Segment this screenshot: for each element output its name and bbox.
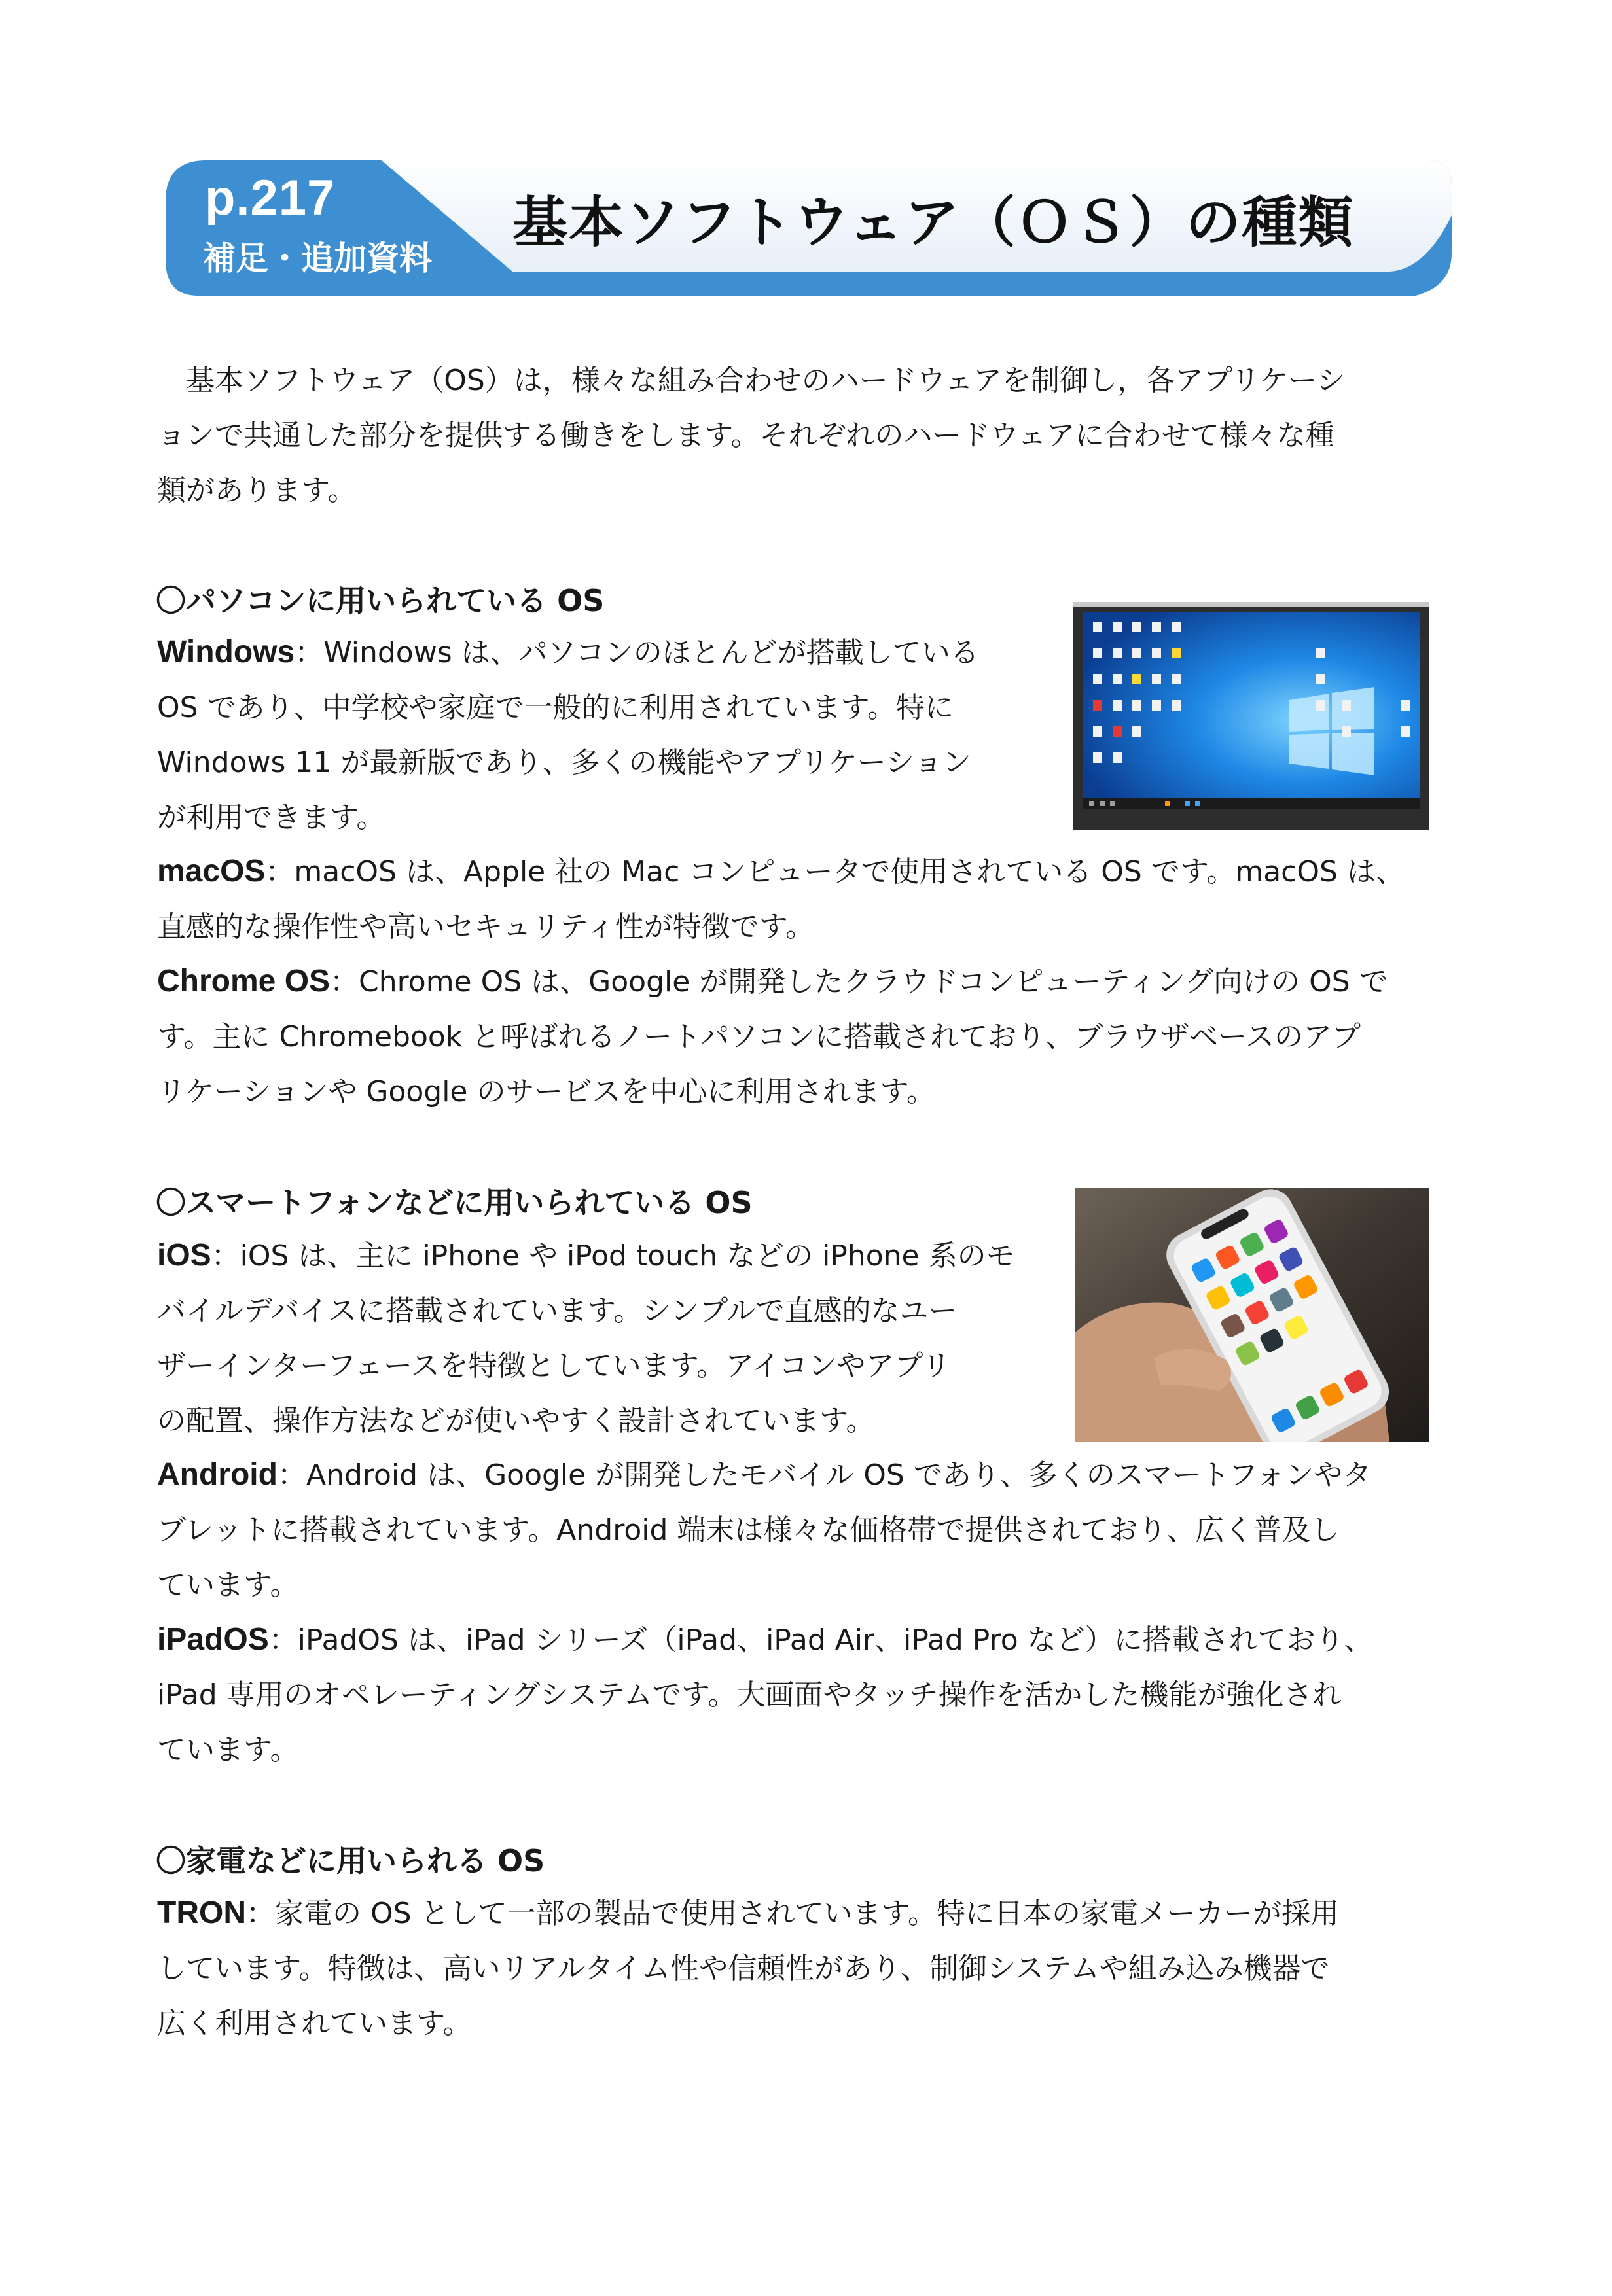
intro-line: 基本ソフトウェア（OS）は，様々な組み合わせのハードウェアを制御し，各アプリケーシ bbox=[186, 364, 1346, 397]
section-heading-appliance: 〇家電などに用いられる OS bbox=[156, 1843, 545, 1879]
page-number: p.217 bbox=[205, 170, 336, 226]
windows-desktop-photo bbox=[1073, 602, 1429, 830]
entry-ios: iOS：iOS は、主に iPhone や iPod touch などの iPhone 系のモ バイルデバイスに搭載されています。シンプルで直感的なユー ザーインターフェースを特徴としています。アイコンやアプリ の配置、操作方法などが使いやすく設計されています。 bbox=[157, 1238, 1015, 1438]
entry-tron: TRON：家電の OS として一部の製品で使用されています。特に日本の家電メーカーが採用 しています。特徴は、高いリアルタイム性や信頼性があり、制御システムや組み込み機器で 広く利用されています。 bbox=[157, 1896, 1340, 2040]
intro-line: ョンで共通した部分を提供する働きをします。それぞれのハードウェアに合わせて様々な種 bbox=[157, 419, 1334, 452]
entry-android: Android：Android は、Google が開発したモバイル OS であり、多くのスマートフォンやタ ブレットに搭載されています。Android 端末は様々な価格帯で提供されており、広く普及し ています。 bbox=[157, 1457, 1372, 1602]
term-ios: iOS bbox=[157, 1238, 211, 1273]
iphone-photo bbox=[1075, 1188, 1429, 1442]
entry-windows: Windows：Windows は、パソコンのほとんどが搭載している OS であり、中学校や家庭で一般的に利用されています。特に Windows 11 が最新版であり、多くの機能やアプリケーション が利用できます。 bbox=[157, 635, 979, 834]
term-chromeos: Chrome OS bbox=[157, 964, 331, 998]
intro-paragraph bbox=[157, 353, 1430, 518]
term-android: Android bbox=[157, 1457, 278, 1492]
header-banner bbox=[159, 155, 1456, 300]
section-heading-smartphone: 〇スマートフォンなどに用いられている OS bbox=[156, 1185, 753, 1220]
term-tron: TRON bbox=[157, 1896, 246, 1930]
entry-chromeos: Chrome OS：Chrome OS は、Google が開発したクラウドコンピューティング向けの OS で す。主に Chromebook と呼ばれるノートパソコンに搭載されており、ブラウザベースのアプ リケーションや Google のサービスを中心に利用されます。 bbox=[157, 964, 1388, 1108]
page-title: 基本ソフトウェア（ＯＳ）の種類 bbox=[512, 190, 1355, 255]
entry-ipados: iPadOS：iPadOS は、iPad シリーズ（iPad、iPad Air、iPad Pro など）に搭載されており、 iPad 専用のオペレーティングシステムです。大画面やタッチ操作を活かした機能が強化され ています。 bbox=[157, 1622, 1373, 1767]
section-heading-pc: 〇パソコンに用いられている OS bbox=[156, 583, 605, 618]
term-macos: macOS bbox=[157, 854, 266, 889]
term-ipados: iPadOS bbox=[157, 1622, 269, 1657]
term-windows: Windows bbox=[157, 635, 295, 669]
entry-macos: macOS：macOS は、Apple 社の Mac コンピュータで使用されている OS です。macOS は、 直感的な操作性や高いセキュリティ性が特徴です。 bbox=[157, 854, 1405, 944]
intro-line: 類があります。 bbox=[157, 474, 357, 507]
supplement-label: 補足・追加資料 bbox=[203, 239, 432, 277]
